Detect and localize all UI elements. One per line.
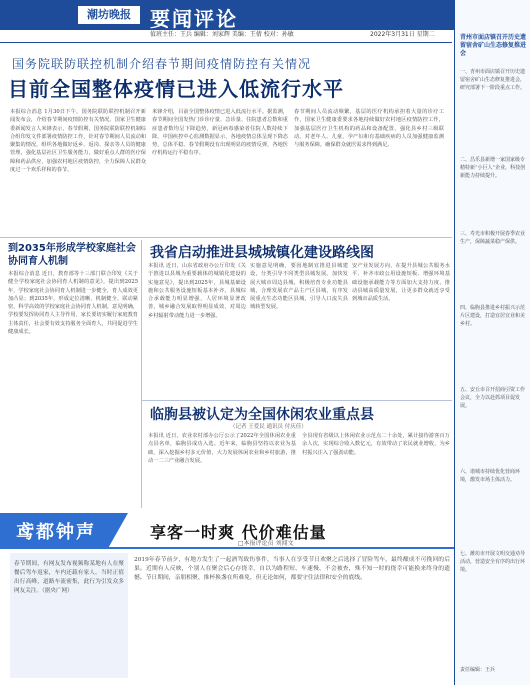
- third-byline: （记者 王爱民 通讯员 付庆佳）: [230, 424, 307, 430]
- second-headline: 我省启动推进县城城镇化建设路线图: [150, 245, 374, 261]
- sidebar-item: 四、临朐县推进乡村振兴示范片区建设，打造宜居宜业和美乡村。: [460, 305, 526, 327]
- second-column-1: 本报讯 近日，山东省政府办公厅印发《关于推进以县城为重要载体的城镇化建设的实施意见》，提出到2025年，县城基础设施和公共服务设施短板基本补齐，县城综合承载能力明显增强，人居环境显著改善，城乡融合发展取得明显成效，对周边乡村辐射带动能力进一步增强。: [148, 263, 246, 319]
- third-headline: 临朐县被认定为全国休闲农业重点县: [150, 407, 374, 423]
- sidebar-border: [454, 0, 455, 685]
- sidebar-top-headline: 青州市面店镇召开历史遗留宿舍矿山生态修复推进会: [460, 34, 527, 57]
- newspaper-logo: 潮坊晚报: [78, 6, 140, 24]
- editor-credits: 值班主任：王兵 编辑：刘家辉 美编：王倩 校对：孙敏: [150, 31, 294, 38]
- sidebar-item: 五、安丘市召开招商引资工作会议，全力以赴抓项目促发展。: [460, 387, 526, 409]
- sidebar-item: 六、诸城市持续优化营商环境，激发市场主体活力。: [460, 469, 521, 483]
- sidebar-item: 一、青州市面店镇召开历史遗留宿舍矿山生态修复推进会，研究部署下一阶段重点工作。: [460, 69, 526, 91]
- sidebar-item: 二、昌乐县新增一家国家级专精特新“小巨人”企业，科技创新能力持续提升。: [460, 157, 526, 179]
- sidebar-footer: 责任编辑：王兵: [460, 667, 496, 673]
- left-column-divider: [141, 240, 142, 508]
- sidebar-item: 三、寿光市积极开展春季农业生产，保障蔬菜稳产保供。: [460, 231, 526, 245]
- header-rule: [0, 42, 452, 43]
- lead-column-3: 春节期间人员流动频繁，基层的医疗机构承担着大量的诊疗工作，国家卫生健康委要求各地持续做好农村地区疫情防控工作，加强基层医疗卫生机构的药品和设备配置，强化县乡村三级联动。对老年人、儿童、孕产妇和有基础疾病的人员加强健康监测与服务保障，确保群众就医需求得到满足。: [294, 109, 444, 149]
- lead-divider: [0, 237, 452, 238]
- banner-stripe: [0, 547, 455, 549]
- section-title: 要闻评论: [150, 7, 238, 31]
- third-column-1: 本报讯 近日，农业农村部办公厅公示了2022年全国休闲农业重点县名单，临朐县成功入选。近年来，临朐县坚持以农业为基础，深入挖掘乡村多元价值，大力发展休闲农业和乡村旅游，推动一二三产业融合发展。: [148, 433, 296, 464]
- issue-date: 2022年3月31日 星期二: [370, 31, 435, 38]
- opinion-body: 2019年春节前夕，有地方发生了一起酒驾致伤事件，当事人在享受节日欢聚之后选择了冒险驾车，最终酿成不可挽回的后果。近期有人反映，个别人在聚会后心存侥幸，自以为路程短、车速慢、不会被查，殊不知一时的侥幸可能换来终身的遗憾。节日期间，亲朋相聚、推杯换盏在所难免，但无论如何，都要守住法律和安全的底线。: [134, 557, 450, 582]
- lead-column-2: 米锋介绍，目前全国整体疫情已进入低流行水平。据监测，春节期间全国发热门诊诊疗量、急诊量、住院患者总数和重症患者数均呈下降趋势，新冠病毒感染者住院人数持续下降。中国疾控中心监测数据显示，各地疫情总体呈现下降态势，总体平稳。春节假期没有出现明显的疫情反弹，各地医疗机构运行平稳有序。: [152, 109, 288, 157]
- second-column-2: 实施意见明确，要因地制宜推进县城建设，分类引导不同类型县城发展。加快发展大城市周边县城，积极培育专业功能县城，合理发展农产品主产区县城，有序发展重点生态功能区县城，引导人口流失县城转型发展。: [250, 263, 348, 311]
- second-column-3: 安产业发展方向，在提升县城公共服务水平、补齐市政公用设施短板、增强环境基础设施承载能力等方面加大支持力度，推动县城高质量发展，让更多群众就近享受到城市品质生活。: [352, 263, 450, 303]
- third-divider: [142, 400, 452, 401]
- lead-column-1: 本报综合消息 1月30日下午，国务院联防联控机制召开新闻发布会，介绍春节期间疫情防控有关情况。国家卫生健康委新闻发言人米锋表示，春节假期，国务院联防联控机制综合组印发文件部署疫情防控工作，针对春节期间人员流动和聚集的情况，组织各地做好返乡、返岗、探亲等人员的健康管理，强化基层社区卫生服务能力，做好重点人群的医疗保障和药品供应，加强农村地区疫情防控，全力保障人民群众度过一个欢乐祥和的春节。: [10, 109, 146, 174]
- opinion-photo-caption: 春节期间，有网友发布视频称某地有人在聚餐后驾车返家，车内还载有家人。当时正值出行高峰，道路车流密集，此行为引发众多网友关注。（据央广网）: [14, 561, 124, 594]
- lead-headline: 目前全国整体疫情已进入低流行水平: [8, 77, 344, 101]
- opinion-headline: 享客一时爽 代价难估量: [150, 523, 327, 542]
- opinion-byline: □本报评论员 刘闻文: [238, 540, 294, 547]
- column-name: 鸢都钟声: [16, 522, 96, 543]
- sidebar-item: 七、潍坊市开展文明交通劝导活动，营造安全有序的出行环境。: [460, 551, 526, 573]
- education-headline: 到2035年形成学校家庭社会协同育人机制: [8, 243, 136, 267]
- education-body: 本报综合消息 近日，教育部等十三部门联合印发《关于健全学校家庭社会协同育人机制的意见》，提出到2025年，学校家庭社会协同育人机制进一步健全，育人成效更加凸显；到2035年，形成定位清晰、机制健全、联动紧密、科学高效的学校家庭社会协同育人机制。意见明确，学校要发挥协同育人主导作用，家长要切实履行家庭教育主体责任，社会要有效支持服务全面育人，共同促进学生健康成长。: [8, 271, 138, 336]
- lead-kicker: 国务院联防联控机制介绍春节期间疫情防控有关情况: [12, 57, 312, 71]
- third-column-2: 全县现有省级以上休闲农业示范点二十余处，累计接待游客百万余人次，实现综合收入数亿元，有效带动了农民就业增收，为乡村振兴注入了强劲动能。: [302, 433, 450, 456]
